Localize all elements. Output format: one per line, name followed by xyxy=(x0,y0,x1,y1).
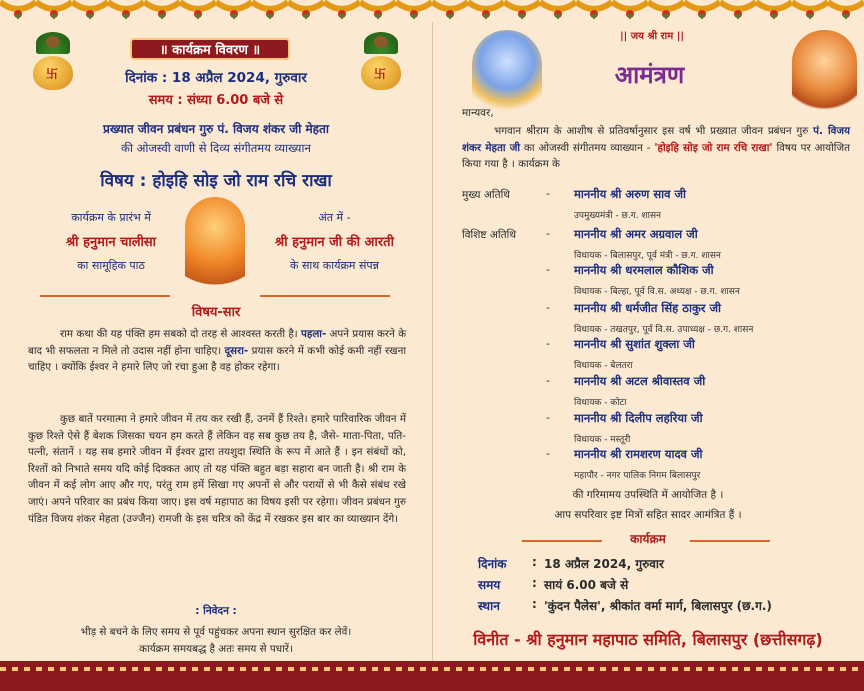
colon: : xyxy=(532,576,537,590)
speaker-subline: की ओजस्वी वाणी से दिव्य संगीतमय व्याख्यान xyxy=(121,141,311,155)
presence-line: की गरिमामय उपस्थिति में आयोजित है । xyxy=(572,489,724,501)
start-label: कार्यक्रम के प्रारंभ में xyxy=(71,211,151,224)
guest-name: माननीय श्री अटल श्रीवास्तव जी xyxy=(574,374,706,388)
guest-desc: विधायक - तखतपुर, पूर्व वि.स. उपाध्यक्ष - छ.ग. शासन xyxy=(574,325,754,335)
second-point-label: दूसरा- xyxy=(224,344,249,357)
time-label: समय xyxy=(478,578,501,592)
start-sub: का सामूहिक पाठ xyxy=(77,259,145,272)
greeting: मान्यवर, xyxy=(462,107,494,119)
dash: - xyxy=(546,412,550,424)
dash: - xyxy=(546,375,550,387)
guru-name: पं. विजय शंकर मेहता जी xyxy=(462,125,851,154)
date-label: दिनांक xyxy=(478,557,507,571)
invite-line: आप सपरिवार इष्ट मित्रों सहित सादर आमंत्रित हैं । xyxy=(554,509,742,521)
dash: - xyxy=(546,448,550,460)
guest-name: माननीय श्री धर्मजीत सिंह ठाकुर जी xyxy=(574,301,721,315)
first-point-label: पहला- xyxy=(301,328,327,340)
guest-name: माननीय श्री अरुण साव जी xyxy=(574,187,687,201)
request-line-1: भीड़ से बचने के लिए समय से पूर्व पहुंचकर अपना स्थान सुरक्षित कर लेवें। xyxy=(80,626,352,638)
guest-desc: विधायक - मस्तूरी xyxy=(574,435,631,445)
ornament-divider xyxy=(40,295,170,297)
marigold-garland xyxy=(0,0,864,22)
guest-name: माननीय श्री धरमलाल कौशिक जी xyxy=(574,263,714,277)
guest-name: माननीय श्री दिलीप लहरिया जी xyxy=(574,411,703,425)
request-heading: : निवेदन : xyxy=(195,605,237,617)
footer-sender: विनीत - श्री हनुमान महापाठ समिति, बिलासपुर (छत्तीसगढ़) xyxy=(473,630,823,649)
guest-desc: विधायक - कोटा xyxy=(574,398,627,408)
dash: - xyxy=(546,264,550,276)
guest-desc: विधायक - बेलतरा xyxy=(574,361,633,371)
summary-paragraph-2: कुछ बातें परमात्मा ने हमारे जीवन में तय कर रखी हैं, उनमें हैं रिश्ते। हमारे पारिवारिक जीवन में कुछ रिश्ते ऐसे हैं बेशक जिसका चयन हम करते हैं लेकिन वह सब कुछ तय है, जैसे- माता-पिता, पति-पत्नी, संतानें । यह सब हमारे जीवन में ईश्वर द्वारा तयशुदा स्थिति के रूप में आते हैं । इन संबंधों को, रिश्तों को निभाते समय यदि कोई दिक्कत आए तो यह पंक्ति बहुत बड़ा सहारा बन जाती है। श्री राम के जीवन में कई लोग आए और गए, परंतु राम हमें सिखा गए अपनों से और परायों से भी कैसे संबंध रखे जाएं। अपने परिवार का प्रबंध किया जाए। इस वर्ष महापाठ का विषय इसी पर रहेगा। जीवन प्रबंधन गुरु पंडित विजय शंकर मेहता (उज्जैन) रामजी के इस चरित्र को केंद्र में रखकर इस बार का व्याख्यान देंगे। xyxy=(28,413,406,525)
summary-paragraph-1 xyxy=(28,326,406,376)
jai-shri-ram: || जय श्री राम || xyxy=(619,31,685,42)
end-sub: के साथ कार्यक्रम संपन्न xyxy=(290,259,379,272)
intro-paragraph xyxy=(462,123,850,173)
time-value: सायं 6.00 बजे से xyxy=(544,578,629,592)
invitation-title: आमंत्रण xyxy=(614,60,685,89)
intro-text: भगवान श्रीराम के आशीष से प्रतिवर्षानुसार इस वर्ष भी प्रख्यात जीवन प्रबंधन गुरु xyxy=(494,125,814,137)
dash: - xyxy=(546,188,550,200)
guest-desc: विधायक - बिलासपुर, पूर्व मंत्री - छ.ग. शासन xyxy=(574,251,721,261)
dash: - xyxy=(546,302,550,314)
left-panel xyxy=(0,22,432,661)
intro-text: विषय पर आयोजित किया गया है । कार्यक्रम के xyxy=(462,141,850,171)
right-panel xyxy=(432,22,864,661)
place-value: 'कुंदन पैलेस', श्रीकांत वर्मा मार्ग, बिलासपुर (छ.ग.) xyxy=(544,599,772,613)
chief-guest-label: मुख्य अतिथि xyxy=(462,189,511,201)
guest-name: माननीय श्री रामशरण यादव जी xyxy=(574,447,703,461)
guest-name: माननीय श्री सुशांत शुक्ला जी xyxy=(574,337,695,351)
dash: - xyxy=(546,338,550,350)
summary-text: प्रयास करने में कभी कोई कमी नहीं रखना चाहिए । क्योंकि ईश्वर ने हमारे लिए जो रचा हुआ है वह होकर रहेगा। xyxy=(28,344,406,374)
ornament-divider xyxy=(260,295,390,297)
colon: : xyxy=(532,597,537,611)
colon: : xyxy=(532,555,537,569)
hanuman-image xyxy=(185,197,245,297)
summary-text: राम कथा की यह पंक्ति हम सबको दो तरह से आश्वस्त करती है। xyxy=(60,328,298,340)
guest-desc: विधायक - बिल्हा, पूर्व वि.स. अध्यक्ष - छ.ग. शासन xyxy=(574,287,740,297)
hanuman-image xyxy=(792,30,857,120)
program-details-title: ॥ कार्यक्रम विवरण ॥ xyxy=(130,38,290,60)
subject-line: विषय : होइहि सोइ जो राम रचि राखा xyxy=(100,171,332,191)
end-item: श्री हनुमान जी की आरती xyxy=(275,235,394,250)
date-line: दिनांक : 18 अप्रैल 2024, गुरुवार xyxy=(125,70,307,86)
bottom-border xyxy=(0,661,864,691)
guest-desc: उपमुख्यमंत्री - छ.ग. शासन xyxy=(574,211,662,221)
dash: - xyxy=(546,228,550,240)
guest-desc: महापौर - नगर पालिक निगम बिलासपुर xyxy=(574,471,701,481)
summary-heading: विषय-सार xyxy=(191,305,241,320)
guest-name: माननीय श्री अमर अग्रवाल जी xyxy=(574,227,698,241)
request-line-2: कार्यक्रम समयबद्ध है अतः समय से पधारें। xyxy=(139,643,293,655)
summary-text: अपने प्रयास करने के बाद भी सफलता न मिले तो उदास नहीं होना चाहिए। xyxy=(28,328,407,357)
kalash-icon: 卐 xyxy=(356,30,406,90)
date-value: 18 अप्रैल 2024, गुरुवार xyxy=(544,557,664,571)
place-label: स्थान xyxy=(478,599,500,613)
topic-text: 'होइहि सोइ जो राम रचि राखा' xyxy=(654,141,773,154)
start-item: श्री हनुमान चालीसा xyxy=(65,235,157,250)
speaker-line: प्रख्यात जीवन प्रबंधन गुरु पं. विजय शंकर जी मेहता xyxy=(103,122,329,136)
program-heading: कार्यक्रम xyxy=(630,532,666,546)
garland-decoration xyxy=(0,0,864,22)
special-guest-label: विशिष्ट अतिथि xyxy=(462,229,517,241)
end-label: अंत में - xyxy=(318,211,351,224)
kalash-icon: 卐 xyxy=(28,30,78,90)
time-line: समय : संध्या 6.00 बजे से xyxy=(148,93,284,108)
intro-text: का ओजस्वी संगीतमय व्याख्यान - xyxy=(520,141,655,154)
